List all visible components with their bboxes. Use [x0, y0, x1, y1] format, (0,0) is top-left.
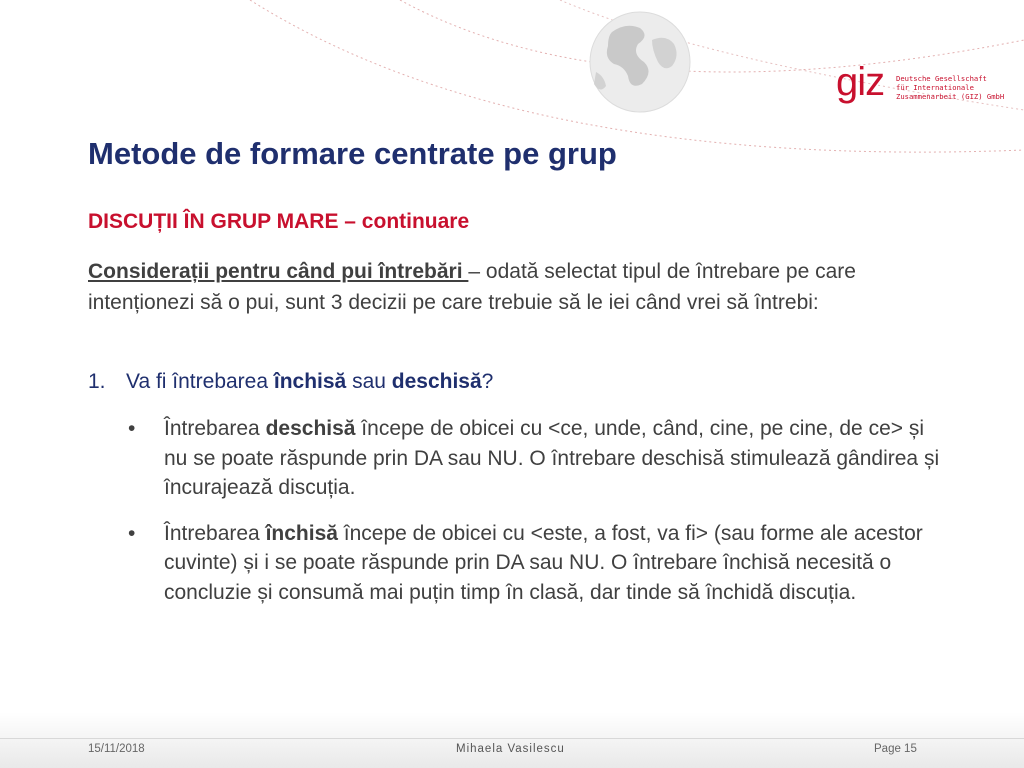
footer-divider [0, 738, 1024, 739]
intro-heading: Considerații pentru când pui întrebări [88, 260, 469, 283]
globe-icon [590, 12, 690, 112]
bullet-bold: deschisă [265, 417, 356, 440]
bullet-bold: închisă [265, 521, 338, 545]
footer-author: Mihaela Vasilescu [456, 743, 565, 755]
bullet-marker: • [128, 417, 136, 440]
intro-text: – odată selectat tipul de întrebare pe care intenționezi să o pui, sunt 3 decizii pe care trebuie să le iei când vrei să întrebi: [88, 260, 856, 314]
item-bold: deschisă [391, 370, 482, 393]
bullet-text: Întrebarea [164, 417, 266, 440]
slide-subtitle: DISCUȚII ÎN GRUP MARE – continuare [88, 210, 470, 233]
logo-subtitle [896, 74, 1004, 101]
bullet-marker: • [128, 521, 136, 545]
footer-page-number: Page 15 [874, 743, 917, 755]
bullet-text: Întrebarea [164, 521, 266, 545]
item-text: Va fi întrebarea [126, 370, 274, 393]
item-text: sau [346, 370, 392, 393]
item-text: ? [481, 370, 494, 393]
logo-line: Deutsche Gesellschaft [896, 74, 987, 83]
item-bold: închisă [273, 370, 347, 393]
bullet-text: începe de obicei cu <ce, unde, când, cine, pe cine, de ce> și nu se poate răspunde prin DA sau NU. O întrebare deschisă stimulează gândirea și încurajează discuția. [164, 417, 940, 499]
dotted-arc-2 [400, 0, 1024, 72]
footer-date: 15/11/2018 [88, 743, 145, 755]
bullet-list [128, 414, 948, 623]
logo-line: Zusammenarbeit (GIZ) GmbH [896, 92, 1005, 101]
footer-background [0, 712, 1024, 768]
logo-brand: giz [836, 60, 885, 104]
bullet-item [128, 414, 948, 503]
bullet-text: începe de obicei cu <este, a fost, va fi> (sau forme ale acestor cuvinte) și i se poate răspunde prin DA sau NU. O întrebare închisă necesită o concluzie și consumă mai puțin timp în clasă, dar tinde să închidă discuția. [164, 521, 923, 604]
numbered-item [88, 366, 493, 397]
item-number: 1. [88, 370, 106, 393]
bullet-item [128, 519, 948, 608]
intro-paragraph [88, 256, 958, 318]
giz-logo [836, 60, 1005, 106]
slide-title: Metode de formare centrate pe grup [88, 136, 617, 171]
logo-line: für Internationale [896, 83, 974, 92]
